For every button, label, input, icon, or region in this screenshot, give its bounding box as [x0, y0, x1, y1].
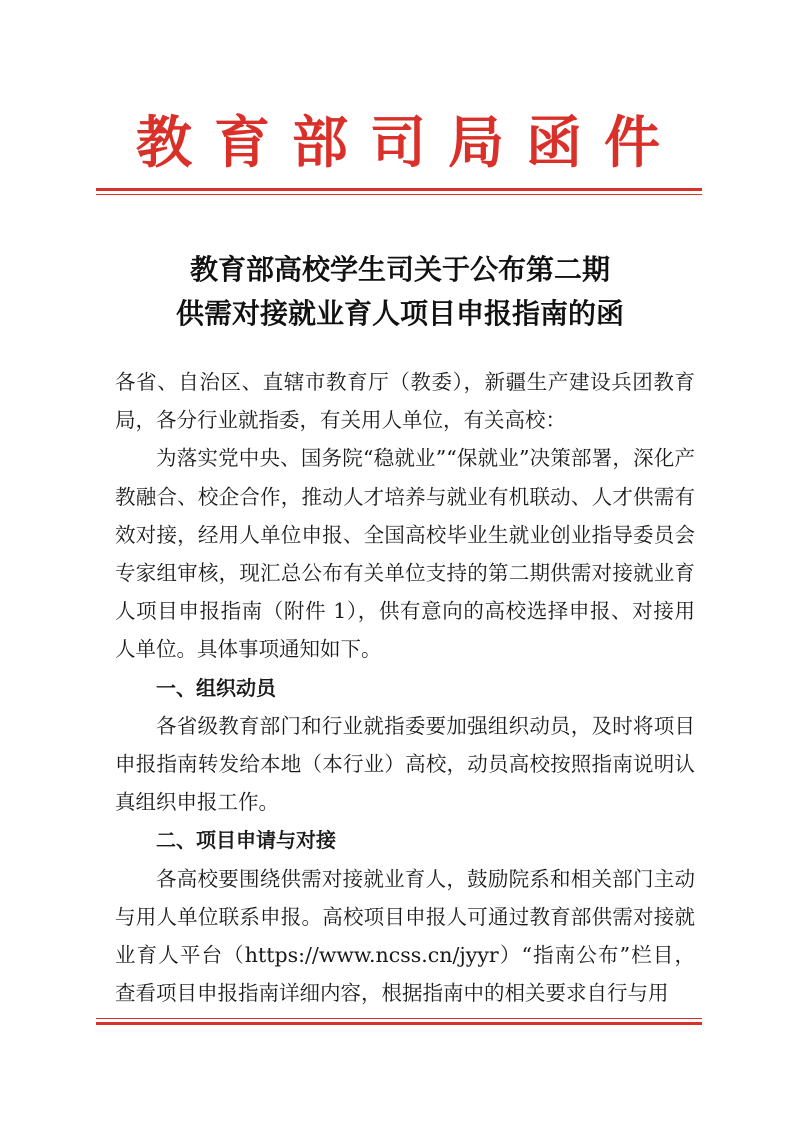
document-title	[0, 248, 800, 336]
letterhead-rule-thick	[96, 188, 702, 191]
letterhead-title: 教育部司局函件	[136, 110, 682, 176]
document-title-line-1: 教育部高校学生司关于公布第二期	[189, 253, 610, 286]
document-body	[115, 363, 695, 1012]
intro-paragraph: 为落实党中央、国务院“稳就业”“保就业”决策部署，深化产教融合、校企合作，推动人才培养与就业有机联动、人才供需有效对接，经用人单位申报、全国高校毕业生就业创业指导委员会专家组审核，现汇总公布有关单位支持的第二期供需对接就业育人项目申报指南（附件 1），供有意向的高校选择申报、对接用人单位。具体事项通知如下。	[115, 446, 695, 662]
footer-rule-thick	[96, 1022, 702, 1025]
section-1-heading: 一、组织动员	[156, 675, 276, 700]
footer-rule-thin	[96, 1018, 702, 1019]
salutation: 各省、自治区、直辖市教育厅（教委），新疆生产建设兵团教育局，各分行业就指委，有关用人单位，有关高校：	[115, 370, 695, 433]
letterhead-rule-thin	[96, 194, 702, 195]
section-1-body: 各省级教育部门和行业就指委要加强组织动员，及时将项目申报指南转发给本地（本行业）高校，动员高校按照指南说明认真组织申报工作。	[115, 713, 695, 815]
section-2-heading: 二、项目申请与对接	[156, 828, 336, 853]
document-title-line-2: 供需对接就业育人项目申报指南的函	[175, 297, 624, 330]
section-2-body: 各高校要围绕供需对接就业育人，鼓励院系和相关部门主动与用人单位联系申报。高校项目申报人可通过教育部供需对接就业育人平台（https://www.ncss.cn/jyyr）“指南公布”栏目，查看项目申报指南详细内容，根据指南中的相关要求自行与用	[115, 866, 695, 1006]
